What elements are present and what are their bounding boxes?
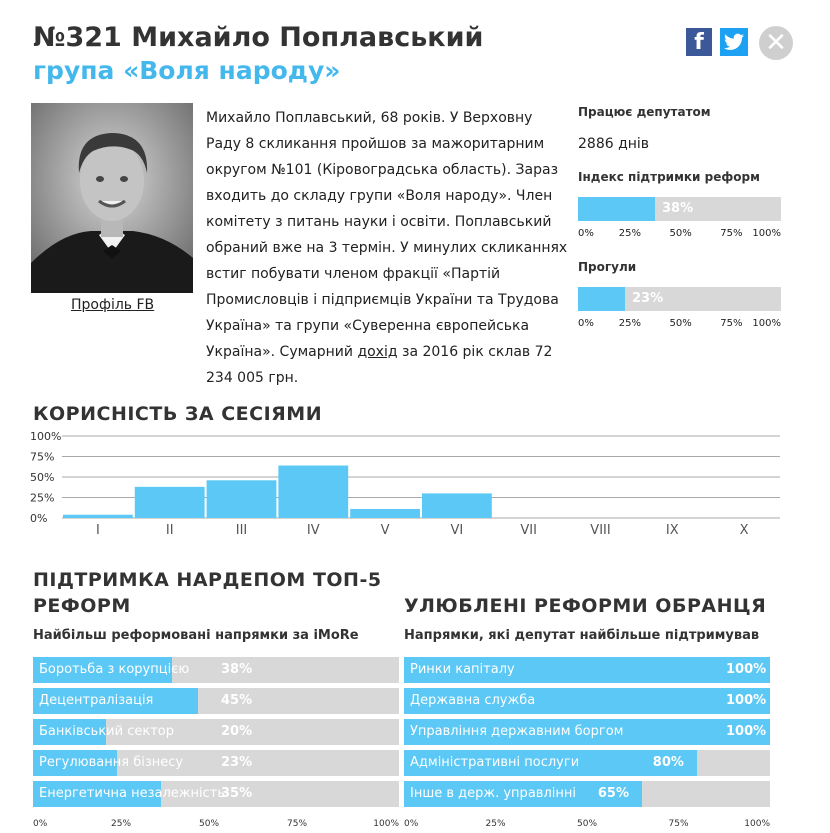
favorite-axis-tick: 25%	[485, 819, 506, 829]
favorite-bar-value: 100%	[726, 662, 767, 677]
favorite-axis-tick: 0%	[404, 819, 419, 829]
session-bar-IV	[278, 466, 348, 518]
favorite-bar-row	[404, 657, 770, 683]
reform-index-axis	[578, 228, 781, 242]
top5-axis-tick: 50%	[199, 819, 220, 829]
x-tick-label: VII	[520, 523, 537, 538]
reform-index-axis-tick: 75%	[720, 228, 743, 239]
x-tick-label: VI	[450, 523, 464, 538]
session-bar-III	[207, 480, 277, 518]
profile-fb-link[interactable]: Профіль FB	[71, 297, 155, 313]
absences-axis-tick: 50%	[669, 318, 692, 329]
deputy-photo	[31, 103, 193, 293]
top5-subheading: Найбільш реформовані напрямки за iMoRe	[33, 628, 359, 643]
reform-index-axis-tick: 50%	[669, 228, 692, 239]
favorite-bar-label: Державна служба	[410, 693, 536, 708]
top5-bar-value: 38%	[221, 662, 253, 677]
top5-bar-row	[33, 688, 399, 714]
x-tick-label: VIII	[590, 523, 611, 538]
facebook-icon[interactable]: f	[686, 28, 712, 56]
bio-part2: за 2016 рік склав 72 234 005 грн.	[206, 344, 553, 386]
top5-axis-tick: 100%	[373, 819, 399, 829]
favorite-bar-value: 100%	[726, 693, 767, 708]
favorite-bar-row	[404, 750, 770, 776]
top5-bar-label: Енергетична незалежність	[39, 786, 225, 801]
absences-axis-tick: 75%	[720, 318, 743, 329]
page-title: №321 Михайло Поплавський	[33, 22, 484, 53]
works-label: Працює депутатом	[578, 105, 711, 119]
x-tick-label: II	[165, 523, 174, 538]
top5-bar-row	[33, 719, 399, 745]
absences-fill	[578, 287, 625, 311]
y-tick-label: 100%	[30, 430, 62, 443]
favorite-heading: УЛЮБЛЕНІ РЕФОРМИ ОБРАНЦЯ	[404, 595, 767, 617]
bio-part1: Михайло Поплавський, 68 років. У Верховну Раду 8 скликання пройшов за мажоритарним округом №101 (Кіровоградська область). Зараз входить до складу групи «Воля народу». Член комітету з питань науки і освіти. Поплавський обраний вже на 3 термін. У минулих скликаннях встиг побувати членом фракції «Партій Промисловців і підприємців України та Трудова Україна» та групи «Суверенна європейська Україна». Сумарний	[206, 110, 568, 360]
close-icon[interactable]: ✕	[759, 26, 793, 60]
income-link[interactable]: дохід	[357, 344, 398, 360]
favorite-subheading: Напрямки, які депутат найбільше підтримував	[404, 628, 760, 643]
top5-bar-label: Регулювання бізнесу	[39, 755, 184, 770]
top5-axis	[33, 819, 399, 831]
favorite-bar-label: Управління державним боргом	[410, 724, 624, 739]
twitter-icon[interactable]	[720, 28, 748, 56]
top5-bar-label: Децентралізація	[39, 693, 154, 708]
x-tick-label: III	[235, 523, 248, 538]
top5-bar-value: 20%	[221, 724, 253, 739]
sessions-heading: КОРИСНІСТЬ ЗА СЕСІЯМИ	[33, 403, 323, 425]
top5-bar-value: 35%	[221, 786, 253, 801]
top5-bar-label: Боротьба з корупцією	[39, 662, 190, 677]
top5-bar-label: Банківський сектор	[39, 724, 174, 739]
top5-bar-value: 23%	[221, 755, 253, 770]
favorite-bar-value: 80%	[652, 755, 684, 770]
reform-index-axis-tick: 25%	[618, 228, 641, 239]
session-bar-VI	[422, 493, 492, 518]
y-tick-label: 0%	[30, 512, 48, 525]
top5-heading-line2: РЕФОРМ	[33, 595, 131, 617]
reform-index-fill	[578, 197, 655, 221]
absences-axis-tick: 100%	[752, 318, 781, 329]
top5-bar-row	[33, 657, 399, 683]
reform-index-axis-tick: 0%	[578, 228, 594, 239]
top5-axis-tick: 0%	[33, 819, 48, 829]
favorite-axis-tick: 75%	[668, 819, 689, 829]
favorite-axis	[404, 819, 770, 831]
x-tick-label: V	[380, 523, 390, 538]
absences-axis-tick: 0%	[578, 318, 594, 329]
favorite-bar-label: Ринки капіталу	[410, 662, 515, 677]
reform-index-label: Індекс підтримки реформ	[578, 170, 760, 184]
favorite-bar-label: Адміністративні послуги	[410, 755, 580, 770]
session-bar-V	[350, 509, 420, 518]
y-tick-label: 50%	[30, 471, 55, 484]
top5-heading-line1: ПІДТРИМКА НАРДЕПОМ ТОП-5	[33, 569, 382, 591]
absences-label: Прогули	[578, 260, 637, 274]
session-bar-II	[135, 487, 205, 518]
absences-bar	[578, 287, 781, 311]
top5-axis-tick: 25%	[111, 819, 132, 829]
favorite-bar-value: 100%	[726, 724, 767, 739]
y-tick-label: 75%	[30, 450, 55, 464]
group-name: група «Воля народу»	[33, 56, 341, 85]
top5-bar-row	[33, 781, 399, 807]
absences-axis-tick: 25%	[618, 318, 641, 329]
y-tick-label: 25%	[30, 491, 55, 505]
favorite-axis-tick: 50%	[577, 819, 598, 829]
top5-bar-value: 45%	[221, 693, 253, 708]
reform-index-axis-tick: 100%	[752, 228, 781, 239]
top5-bar-row	[33, 750, 399, 776]
absences-value: 23%	[632, 291, 664, 306]
session-bar-I	[63, 515, 133, 518]
sessions-chart	[30, 426, 786, 540]
x-tick-label: I	[95, 523, 100, 538]
absences-axis	[578, 318, 781, 332]
x-tick-label: X	[739, 523, 749, 538]
x-tick-label: IV	[306, 523, 320, 538]
favorite-bar-value: 65%	[597, 786, 630, 801]
favorite-bar-row	[404, 781, 770, 807]
reform-index-value: 38%	[662, 201, 694, 216]
favorite-bar-label: Інше в держ. управлінні	[410, 786, 576, 801]
reform-index-bar	[578, 197, 781, 221]
favorite-axis-tick: 100%	[744, 819, 770, 829]
x-tick-label: IX	[665, 523, 679, 538]
favorite-bar-row	[404, 688, 770, 714]
works-value: 2886 днів	[578, 136, 650, 152]
top5-axis-tick: 75%	[287, 819, 308, 829]
favorite-bar-row	[404, 719, 770, 745]
bio-text	[206, 105, 568, 391]
